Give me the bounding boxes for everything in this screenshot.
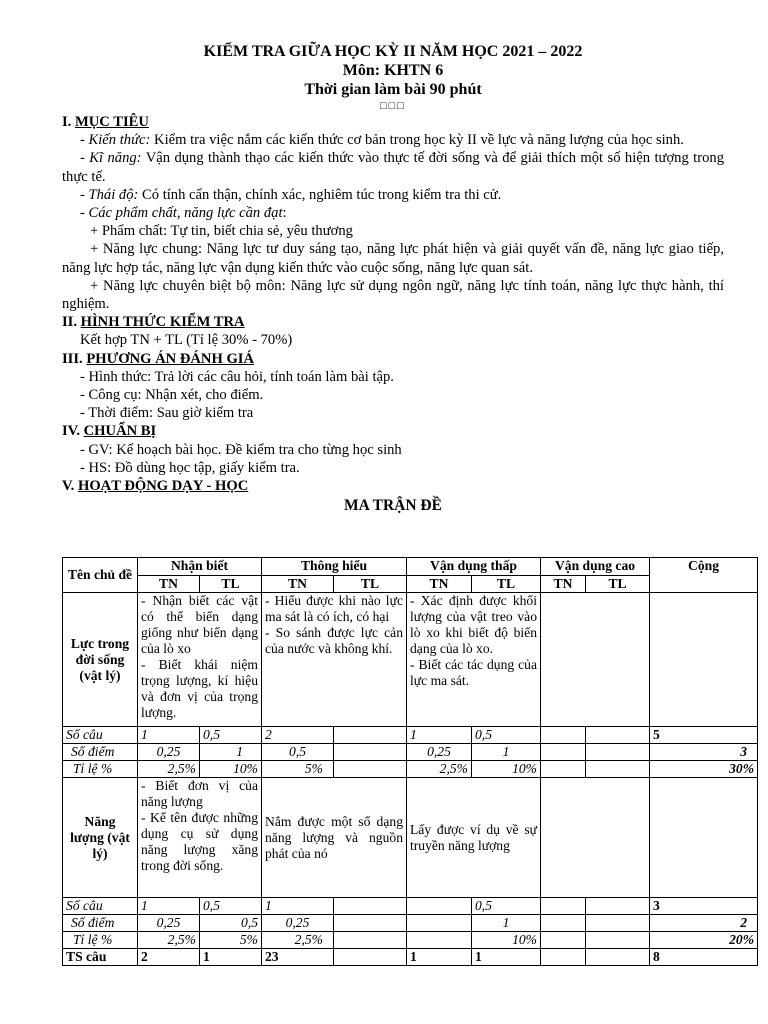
cell: 1 xyxy=(200,949,262,966)
cell xyxy=(541,898,586,915)
cell xyxy=(334,932,407,949)
cell: 0,5 xyxy=(200,727,262,744)
cell: 2,5% xyxy=(138,761,200,778)
cell xyxy=(541,761,586,778)
objective-skills: - Kĩ năng: Vận dụng thành thạo các kiến thức vào thực tế đời sống và để giải thích một số hiện tượng trong thực tế. xyxy=(62,150,724,185)
topic-1-understand: - Hiểu được khi nào lực ma sát là có ích, có hại - So sánh được lực cản của nước và không khí. xyxy=(262,593,407,727)
objective-attitude: - Thái độ: Có tính cẩn thận, chính xác, nghiêm túc trong kiểm tra thi cử. xyxy=(80,186,502,203)
assessment-form: - Hình thức: Trả lời các câu hỏi, tính toán làm bài tập. xyxy=(80,368,394,385)
cell: 0,25 xyxy=(138,744,200,761)
topic-2-recognize: - Biết đơn vị của năng lượng - Kể tên được những dụng cụ sử dụng năng lượng xăng trong đời sống. xyxy=(138,778,262,898)
cell-total: 2 xyxy=(650,915,758,932)
objective-competencies: - Các phẩm chất, năng lực cần đạt: xyxy=(80,205,287,222)
cell xyxy=(586,727,650,744)
cell: 10% xyxy=(472,761,541,778)
cell: 2,5% xyxy=(262,932,334,949)
cell xyxy=(586,898,650,915)
header-tn: TN xyxy=(138,575,200,593)
cell: 2,5% xyxy=(407,761,472,778)
cell xyxy=(334,744,407,761)
assessment-tool: - Công cụ: Nhận xét, cho điểm. xyxy=(80,387,264,404)
cell: 1 xyxy=(138,898,200,915)
cell xyxy=(586,744,650,761)
header-apply-low: Vận dụng thấp xyxy=(407,558,541,576)
topic-2-name: Năng lượng (vật lý) xyxy=(63,778,138,898)
cell xyxy=(586,915,650,932)
cell: 0,25 xyxy=(407,744,472,761)
header-understand: Thông hiểu xyxy=(262,558,407,576)
topic-1-percent-row xyxy=(63,761,758,778)
row-label: Số điểm xyxy=(63,744,138,761)
cell: 0,25 xyxy=(138,915,200,932)
cell: 1 xyxy=(200,744,262,761)
header-topic: Tên chủ đề xyxy=(63,558,138,593)
cell: 10% xyxy=(472,932,541,949)
cell: 2 xyxy=(138,949,200,966)
cell: 0,5 xyxy=(200,915,262,932)
cell: 5% xyxy=(200,932,262,949)
section-1-heading: I. MỤC TIÊU xyxy=(62,114,149,130)
prep-teacher: - GV: Kế hoạch bài học. Đề kiểm tra cho từng học sinh xyxy=(80,441,402,458)
topic-2-apply-low: Lấy được ví dụ về sự truyền năng lượng xyxy=(407,778,541,898)
test-matrix-table xyxy=(62,557,758,966)
cell: 0,5 xyxy=(472,898,541,915)
topic-1-recognize: - Nhận biết các vật có thể biến dạng giống như biến dạng của lò xo - Biết khái niệm trọng lượng, kí hiệu và đơn vị của trọng lượng. xyxy=(138,593,262,727)
row-label: TS câu xyxy=(63,949,138,966)
cell xyxy=(541,744,586,761)
cell: 1 xyxy=(138,727,200,744)
topic-2-question-row xyxy=(63,898,758,915)
cell: 0,5 xyxy=(262,744,334,761)
header-tn: TN xyxy=(407,575,472,593)
topic-1-score-row xyxy=(63,744,758,761)
cell xyxy=(541,727,586,744)
header-total: Cộng xyxy=(650,558,758,593)
topic-1-question-row xyxy=(63,727,758,744)
header-tn: TN xyxy=(262,575,334,593)
topic-1-name: Lực trong đời sống (vật lý) xyxy=(63,593,138,727)
competency-general: + Năng lực chung: Năng lực tư duy sáng tạo, năng lực phát hiện và giải quyết vấn đề, năng lực giao tiếp, năng lực hợp tác, năng lực vận dụng kiến thức vào cuộc sống, năng lực quan sát. xyxy=(62,241,724,276)
prep-student: - HS: Đồ dùng học tập, giấy kiểm tra. xyxy=(80,459,300,476)
topic-1-apply-high xyxy=(541,593,650,727)
row-label: Tỉ lệ % xyxy=(63,932,138,949)
cell: 1 xyxy=(407,949,472,966)
competency-specific: + Năng lực chuyên biệt bộ môn: Năng lực sử dụng ngôn ngữ, năng lực tính toán, năng lực thực hành, thí nghiệm. xyxy=(62,277,724,313)
document-page xyxy=(62,42,724,516)
topic-2-understand: Nắm được một số dạng năng lượng và nguồn phát của nó xyxy=(262,778,407,898)
cell xyxy=(334,761,407,778)
cell-total: 8 xyxy=(650,949,758,966)
cell-total: 30% xyxy=(650,761,758,778)
cell: 0,5 xyxy=(200,898,262,915)
row-label: Số câu xyxy=(63,727,138,744)
topic-1-apply-low: - Xác định được khối lượng của vật treo vào lò xo khi biết độ biến dạng của lò xo. - Biết các tác dụng của lực ma sát. xyxy=(407,593,541,727)
cell xyxy=(407,932,472,949)
header-tl: TL xyxy=(200,575,262,593)
exam-title: KIỂM TRA GIỮA HỌC KỲ II NĂM HỌC 2021 – 2022 xyxy=(203,43,583,60)
section-3-heading: III. PHƯƠNG ÁN ĐÁNH GIÁ xyxy=(62,350,255,367)
topic-2-total xyxy=(650,778,758,898)
row-label: Số câu xyxy=(63,898,138,915)
cell: 10% xyxy=(200,761,262,778)
cell xyxy=(586,761,650,778)
header-tn: TN xyxy=(541,575,586,593)
header-recognize: Nhận biết xyxy=(138,558,262,576)
cell: 1 xyxy=(407,727,472,744)
ornament-glyphs: □□□ xyxy=(380,100,406,112)
row-label: Số điểm xyxy=(63,915,138,932)
section-5-heading: V. HOẠT ĐỘNG DẠY - HỌC xyxy=(62,478,249,495)
cell-total: 3 xyxy=(650,744,758,761)
cell: 0,5 xyxy=(472,727,541,744)
topic-1-total xyxy=(650,593,758,727)
row-label: Tỉ lệ % xyxy=(63,761,138,778)
header-tl: TL xyxy=(334,575,407,593)
cell xyxy=(541,949,586,966)
cell: 1 xyxy=(262,898,334,915)
matrix-title: MA TRẬN ĐỀ xyxy=(344,497,442,515)
cell xyxy=(586,932,650,949)
cell xyxy=(334,898,407,915)
duration-line: Thời gian làm bài 90 phút xyxy=(304,81,482,98)
cell: 0,25 xyxy=(262,915,334,932)
cell: 1 xyxy=(472,744,541,761)
subject-line: Môn: KHTN 6 xyxy=(342,62,444,79)
cell: 23 xyxy=(262,949,334,966)
cell xyxy=(334,727,407,744)
cell xyxy=(541,915,586,932)
cell xyxy=(586,949,650,966)
header-apply-high: Vận dụng cao xyxy=(541,558,650,576)
cell: 2,5% xyxy=(138,932,200,949)
cell xyxy=(407,915,472,932)
total-questions-row xyxy=(63,949,758,966)
topic-2-apply-high xyxy=(541,778,650,898)
cell: 1 xyxy=(472,949,541,966)
cell xyxy=(334,949,407,966)
objective-knowledge: - Kiến thức: Kiểm tra việc nắm các kiến thức cơ bản trong học kỳ II về lực và năng lượng của học sinh. xyxy=(80,132,684,149)
header-tl: TL xyxy=(472,575,541,593)
cell: 2 xyxy=(262,727,334,744)
assessment-time: - Thời điểm: Sau giờ kiểm tra xyxy=(80,405,254,422)
cell-total: 3 xyxy=(650,898,758,915)
cell-total: 20% xyxy=(650,932,758,949)
cell xyxy=(541,932,586,949)
cell xyxy=(407,898,472,915)
test-format-text: Kết hợp TN + TL (Tỉ lệ 30% - 70%) xyxy=(80,332,293,349)
cell-total: 5 xyxy=(650,727,758,744)
section-4-heading: IV. CHUẨN BỊ xyxy=(62,423,157,440)
section-2-heading: II. HÌNH THỨC KIỂM TRA xyxy=(62,314,245,331)
cell: 1 xyxy=(472,915,541,932)
cell: 5% xyxy=(262,761,334,778)
topic-2-percent-row xyxy=(63,932,758,949)
cell xyxy=(334,915,407,932)
header-tl: TL xyxy=(586,575,650,593)
topic-2-score-row xyxy=(63,915,758,932)
competency-quality: + Phẩm chất: Tự tin, biết chia sẻ, yêu thương xyxy=(90,223,353,240)
